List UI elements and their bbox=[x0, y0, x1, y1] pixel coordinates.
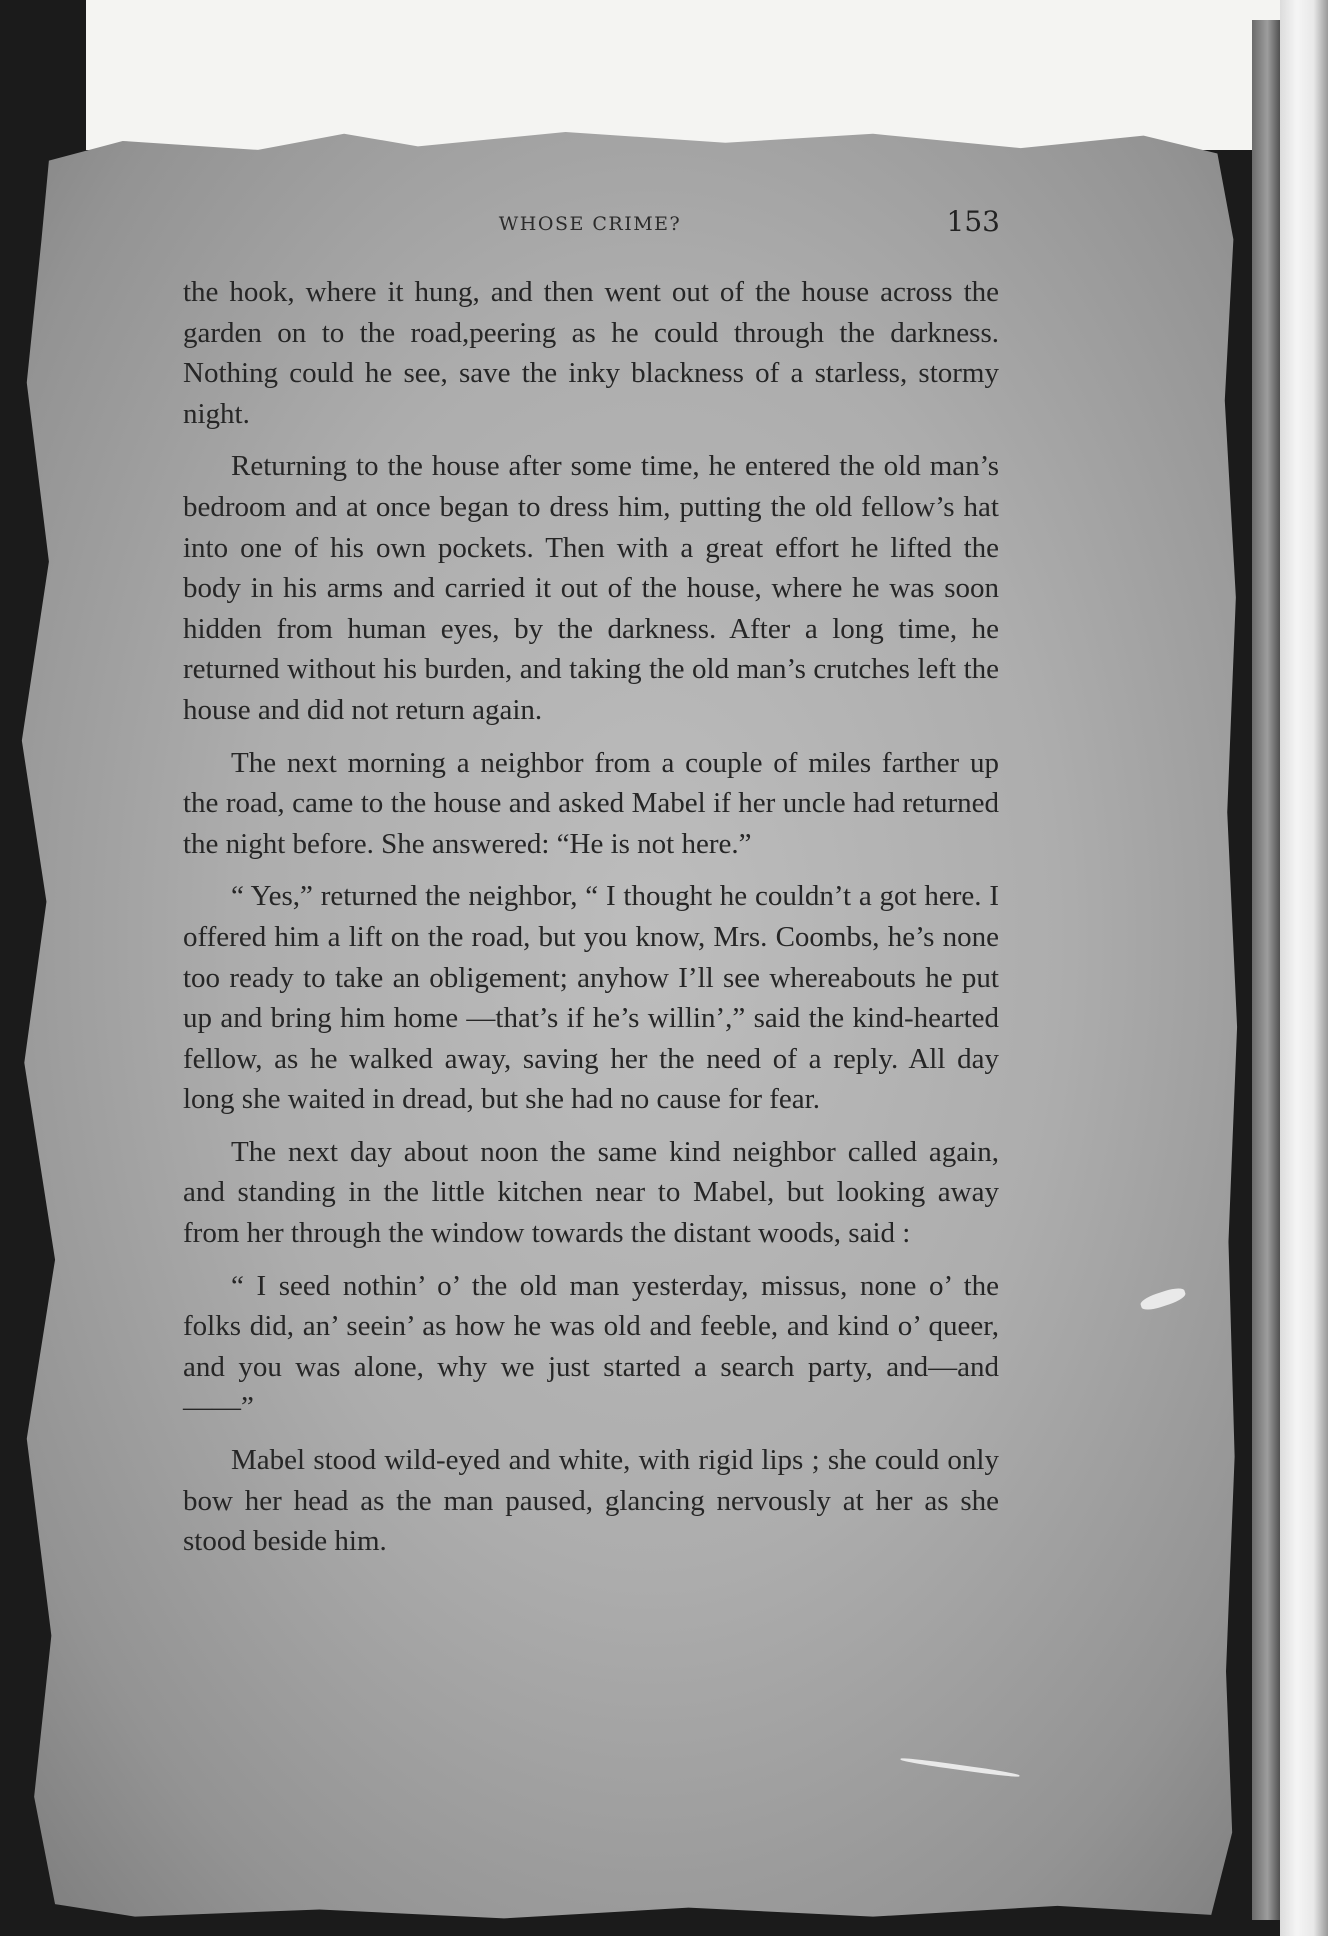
page-stack-edge bbox=[1252, 20, 1280, 1920]
paragraph: the hook, where it hung, and then went out of the house across the garden on to the road,peering as he could through the darkness. Nothing could he see, save the inky blackness of a starless, stormy night. bbox=[183, 276, 999, 430]
page-number: 153 bbox=[946, 205, 1000, 238]
scan-binding-edge bbox=[1280, 0, 1328, 1936]
paragraph: The next day about noon the same kind neighbor called again, and standing in the little kitchen near to Mabel, but looking away from her through the window towards the distant woods, said : bbox=[183, 1135, 999, 1250]
scan-background-top bbox=[86, 0, 1286, 150]
paragraph: “ I seed nothin’ o’ the old man yesterday, missus, none o’ the folks did, an’ seein’ as how he was old and feeble, and kind o’ queer, and you was alone, why we just started a search party, and—and——” bbox=[183, 1269, 999, 1424]
page-header bbox=[180, 205, 1000, 245]
paragraph: Returning to the house after some time, he entered the old man’s bedroom and at once began to dress him, putting the old fellow’s hat into one of his own pockets. Then with a great effort he lifted the body in his arms and carried it out of the house, where he was soon hidden from human eyes, by the darkness. After a long time, he returned without his burden, and taking the old man’s crutches left the house and did not return again. bbox=[183, 450, 999, 726]
paragraph: The next morning a neighbor from a couple of miles farther up the road, came to the house and asked Mabel if her uncle had returned the night before. She answered: “He is not here.” bbox=[183, 746, 999, 860]
running-title: WHOSE CRIME? bbox=[498, 213, 682, 235]
body-text bbox=[183, 272, 999, 1574]
paragraph: Mabel stood wild-eyed and white, with rigid lips ; she could only bow her head as the man paused, glancing nervously at her as she stood beside him. bbox=[183, 1444, 999, 1558]
paragraph: “ Yes,” returned the neighbor, “ I thought he couldn’t a got here. I offered him a lift on the road, but you know, Mrs. Coombs, he’s none too ready to take an obligement; anyhow I’ll see whereabouts he put up and bring him home —that’s if he’s willin’,” said the kind-hearted fellow, as he walked away, saving her the need of a reply. All day long she waited in dread, but she had no cause for fear. bbox=[183, 880, 999, 1116]
